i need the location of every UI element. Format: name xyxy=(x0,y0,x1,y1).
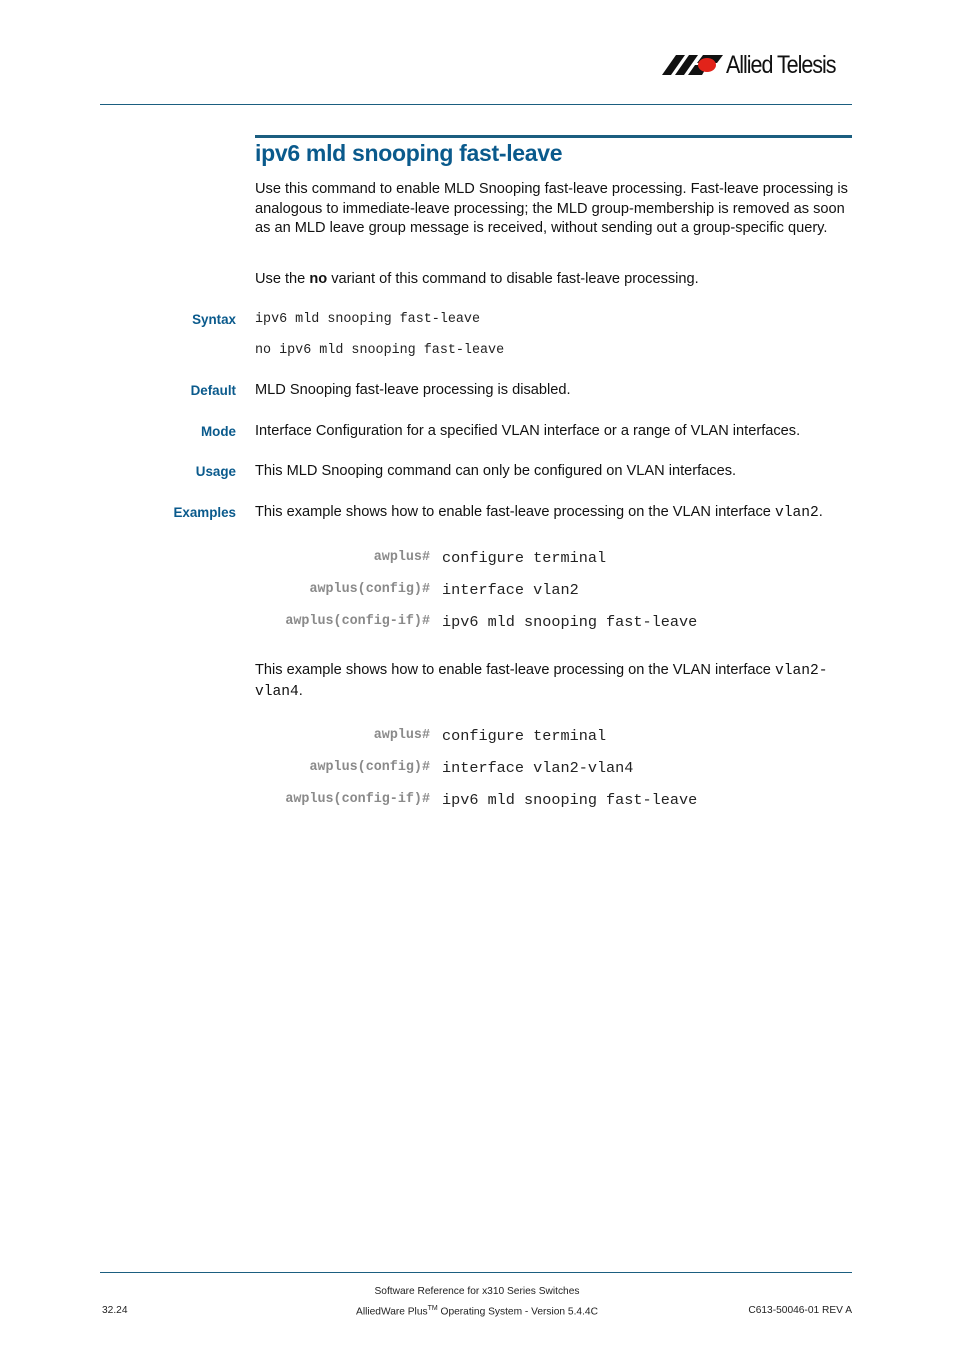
example1-text: This example shows how to enable fast-leave processing on the VLAN interface xyxy=(255,504,775,520)
no-keyword: no xyxy=(309,271,328,287)
intro-paragraph: Use this command to enable MLD Snooping fast-leave processing. Fast-leave processing is analogous to immediate-leave processing; the MLD group-membership is removed as soon as an MLD leave group message is received, without sending out a group-specific query. xyxy=(255,181,848,237)
no-variant-prefix: Use the xyxy=(255,271,310,287)
no-variant-paragraph xyxy=(255,270,852,290)
document-id: C613-50046-01 REV A xyxy=(748,1305,852,1316)
cli-line xyxy=(255,612,852,632)
example1-description xyxy=(255,503,852,524)
page-number: 32.24 xyxy=(102,1305,128,1316)
syntax-no-line: no ipv6 mld snooping fast-leave xyxy=(255,343,505,358)
cli-line xyxy=(255,726,852,746)
cli-line xyxy=(255,790,852,810)
cli-command: ipv6 mld snooping fast-leave xyxy=(442,613,698,631)
example2-interface-code: vlan2-vlan4 xyxy=(255,663,828,700)
cli-prompt: awplus(config-if)# xyxy=(285,614,430,629)
cli-command: configure terminal xyxy=(442,549,607,567)
title-rule xyxy=(255,135,852,138)
example2-description xyxy=(255,661,845,702)
footer-product: AlliedWare Plus xyxy=(356,1306,428,1318)
usage-text: This MLD Snooping command can only be configured on VLAN interfaces. xyxy=(255,463,737,479)
footer-rule xyxy=(100,1272,852,1273)
cli-command: interface vlan2-vlan4 xyxy=(442,759,634,777)
cli-line xyxy=(255,580,852,600)
default-text: MLD Snooping fast-leave processing is disabled. xyxy=(255,382,571,398)
usage-label: Usage xyxy=(195,464,236,479)
cli-prompt: awplus(config-if)# xyxy=(285,792,430,807)
example2-end: . xyxy=(298,682,303,699)
mode-label: Mode xyxy=(201,424,236,439)
cli-prompt: awplus(config)# xyxy=(309,760,430,775)
examples-label: Examples xyxy=(173,505,236,520)
footer-version: Operating System - Version 5.4.4C xyxy=(437,1306,598,1318)
cli-line xyxy=(255,548,852,568)
example1-end: . xyxy=(818,504,823,520)
allied-telesis-logo xyxy=(662,52,853,78)
no-variant-suffix: variant of this command to disable fast-leave processing. xyxy=(327,271,699,287)
default-label: Default xyxy=(190,383,236,398)
syntax-label: Syntax xyxy=(192,312,236,327)
header-rule xyxy=(100,104,852,105)
footer-title: Software Reference for x310 Series Switches xyxy=(374,1286,580,1297)
trademark-mark: TM xyxy=(427,1305,438,1312)
mode-text: Interface Configuration for a specified VLAN interface or a range of VLAN interfaces. xyxy=(255,423,801,439)
cli-prompt: awplus# xyxy=(373,728,430,743)
logo-mark-icon xyxy=(662,54,724,76)
syntax-line: ipv6 mld snooping fast-leave xyxy=(255,312,480,327)
cli-line xyxy=(255,758,852,778)
page-title: ipv6 mld snooping fast-leave xyxy=(255,140,563,166)
cli-prompt: awplus# xyxy=(373,550,430,565)
cli-command: ipv6 mld snooping fast-leave xyxy=(442,791,698,809)
cli-command: configure terminal xyxy=(442,727,607,745)
logo-text: Allied Telesis xyxy=(726,51,836,79)
example1-interface-code: vlan2 xyxy=(774,505,819,521)
cli-prompt: awplus(config)# xyxy=(309,582,430,597)
cli-command: interface vlan2 xyxy=(442,581,579,599)
example2-text: This example shows how to enable fast-leave processing on the VLAN interface xyxy=(255,662,775,678)
